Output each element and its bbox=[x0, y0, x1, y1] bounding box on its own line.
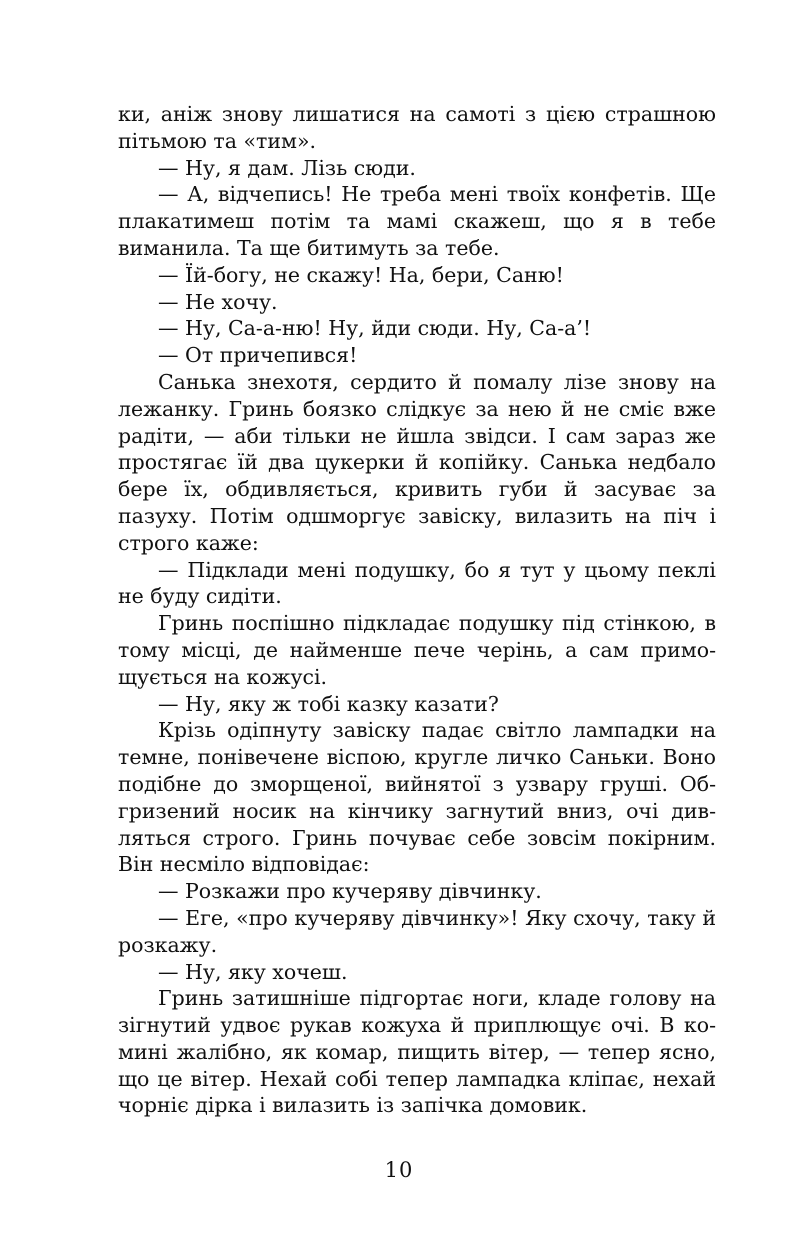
dialogue-line: — Ну, я дам. Лізь сюди. bbox=[158, 155, 416, 180]
page-number: 10 bbox=[384, 1158, 414, 1182]
dialogue-line: — От причепився! bbox=[158, 343, 358, 368]
dialogue-line: — Ну, яку хочеш. bbox=[158, 959, 348, 984]
dialogue-line: — А, відчепись! Не треба мені твоїх конфетів. Ще плакатимеш потім та мамі скажеш, що я в тебе виманила. Та ще битимуть за тебе. bbox=[118, 182, 716, 260]
narrative-paragraph: Гринь поспішно підкладає подушку під стінкою, в тому місці, де найменше пече черінь, а сам примощується на кожусі. bbox=[118, 611, 716, 689]
dialogue-line: — Їй-богу, не скажу! На, бери, Саню! bbox=[158, 262, 564, 287]
dialogue-line: — Розкажи про кучеряву дівчинку. bbox=[158, 879, 542, 904]
dialogue-line: — Підклади мені подушку, бо я тут у цьому пеклі не буду сидіти. bbox=[118, 557, 716, 609]
dialogue-line: — Ну, яку ж тобі казку казати? bbox=[158, 691, 499, 716]
narrative-paragraph: Гринь затишніше підгортає ноги, кладе голову на зігнутий удвоє рукав кожуха й приплющує очі. В комині жалібно, як комар, пищить вітер, — тепер ясно, що це вітер. Нехай собі тепер лампадка кліпає, нехай чорніє дірка і вилазить із запічка домовик. bbox=[118, 986, 716, 1118]
narrative-paragraph: Санька знехотя, сердито й помалу лізе знову на лежанку. Гринь боязко слідкує за нею й не сміє вже радіти, — аби тільки не йшла звідси. І сам зараз же простягає їй два цукерки й копійку. Санька недбало бере їх, обдивляється, кривить губи й засуває за пазуху. Потім одшморгує завіску, вилазить на піч і строго каже: bbox=[118, 369, 716, 555]
dialogue-line: — Ну, Са-а-ню! Ну, йди сюди. Ну, Са-а’! bbox=[158, 316, 592, 341]
narrative-paragraph: Крізь одіпнуту завіску падає світло лампадки на темне, понівечене віспою, кругле личко Саньки. Воно подібне до зморщеної, вийнятої з узвару груші. Обгризений носик на кінчику загнутий вниз, очі дивляться строго. Гринь почуває себе зовсім покірним. Він несміло відповідає: bbox=[118, 718, 716, 877]
body-text bbox=[118, 101, 716, 1119]
dialogue-line: — Еге, «про кучеряву дівчинку»! Яку схочу, таку й розкажу. bbox=[118, 905, 716, 957]
paragraph-continuation: ки, аніж знову лишатися на самоті з цією страшною пітьмою та «тим». bbox=[118, 102, 716, 153]
dialogue-line: — Не хочу. bbox=[158, 289, 278, 314]
